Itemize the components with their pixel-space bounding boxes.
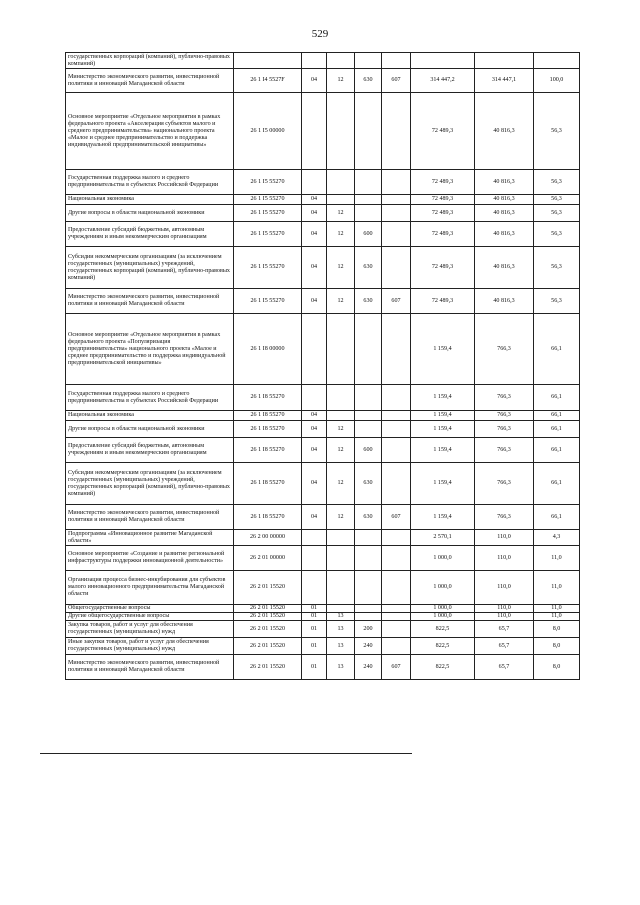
actual-amount-cell: 40 816,3 <box>475 247 534 289</box>
subsection-cell <box>327 170 355 195</box>
expense-type-cell <box>355 53 382 69</box>
department-code-cell <box>382 421 411 438</box>
section-cell <box>302 93 327 170</box>
expense-type-cell <box>355 195 382 205</box>
subsection-cell <box>327 571 355 605</box>
actual-amount-cell: 766,3 <box>475 314 534 385</box>
section-cell: 01 <box>302 621 327 638</box>
target-code-cell: 26 1 I8 55270 <box>234 463 302 505</box>
section-cell: 01 <box>302 638 327 655</box>
percent-cell: 56,3 <box>534 289 580 314</box>
percent-cell: 66,1 <box>534 385 580 411</box>
expense-type-cell: 240 <box>355 655 382 680</box>
table-row <box>66 463 580 505</box>
target-code-cell: 26 1 I8 55270 <box>234 438 302 463</box>
row-name-cell: Основное мероприятие «Отдельное мероприятия в рамках федерального проекта «Популяризация предпринимательства» национального проекта «Малое и среднее предпринимательство и поддержка индивидуальной предпринимательской инициативы» <box>66 314 234 385</box>
row-name-cell: Министерство экономического развития, инвестиционной политики и инноваций Магаданской области <box>66 289 234 314</box>
row-name-cell: Подпрограмма «Инновационное развитие Магаданской области» <box>66 530 234 546</box>
percent-cell: 11,0 <box>534 605 580 613</box>
section-cell: 01 <box>302 605 327 613</box>
percent-cell <box>534 53 580 69</box>
expense-type-cell <box>355 530 382 546</box>
expense-type-cell: 630 <box>355 69 382 93</box>
plan-amount-cell: 1 159,4 <box>411 385 475 411</box>
section-cell <box>302 53 327 69</box>
actual-amount-cell: 766,3 <box>475 505 534 530</box>
row-name-cell: Закупка товаров, работ и услуг для обеспечения государственных (муниципальных) нужд <box>66 621 234 638</box>
expense-type-cell <box>355 605 382 613</box>
actual-amount-cell: 65,7 <box>475 655 534 680</box>
plan-amount-cell: 1 159,4 <box>411 411 475 421</box>
plan-amount-cell: 72 489,3 <box>411 205 475 222</box>
table-row <box>66 571 580 605</box>
target-code-cell <box>234 53 302 69</box>
section-cell <box>302 530 327 546</box>
plan-amount-cell: 1 159,4 <box>411 314 475 385</box>
row-name-cell: Субсидии некоммерческим организациям (за исключением государственных (муниципальных) учреждений, государственных корпораций (компаний), публично-правовых компаний) <box>66 463 234 505</box>
page-number: 529 <box>311 28 329 40</box>
percent-cell: 66,1 <box>534 411 580 421</box>
subsection-cell: 13 <box>327 655 355 680</box>
expense-type-cell: 630 <box>355 505 382 530</box>
table-row <box>66 205 580 222</box>
percent-cell: 56,3 <box>534 93 580 170</box>
department-code-cell: 607 <box>382 655 411 680</box>
section-cell <box>302 571 327 605</box>
subsection-cell <box>327 53 355 69</box>
subsection-cell: 12 <box>327 289 355 314</box>
table-row <box>66 411 580 421</box>
subsection-cell <box>327 314 355 385</box>
target-code-cell: 26 1 I5 55270 <box>234 289 302 314</box>
expense-type-cell: 630 <box>355 463 382 505</box>
section-cell <box>302 170 327 195</box>
department-code-cell <box>382 546 411 571</box>
target-code-cell: 26 2 01 15520 <box>234 621 302 638</box>
section-cell: 04 <box>302 69 327 93</box>
department-code-cell <box>382 638 411 655</box>
plan-amount-cell: 1 159,4 <box>411 438 475 463</box>
target-code-cell: 26 1 I5 55270 <box>234 205 302 222</box>
table-row <box>66 505 580 530</box>
bottom-rule <box>40 753 412 754</box>
actual-amount-cell: 40 816,3 <box>475 222 534 247</box>
actual-amount-cell: 766,3 <box>475 385 534 411</box>
department-code-cell <box>382 314 411 385</box>
department-code-cell <box>382 530 411 546</box>
table-row <box>66 546 580 571</box>
department-code-cell: 607 <box>382 505 411 530</box>
actual-amount-cell: 766,3 <box>475 421 534 438</box>
section-cell: 04 <box>302 463 327 505</box>
department-code-cell <box>382 463 411 505</box>
department-code-cell <box>382 170 411 195</box>
subsection-cell <box>327 546 355 571</box>
expense-type-cell: 200 <box>355 621 382 638</box>
section-cell <box>302 385 327 411</box>
actual-amount-cell: 110,0 <box>475 530 534 546</box>
expense-type-cell <box>355 613 382 621</box>
percent-cell: 66,1 <box>534 421 580 438</box>
subsection-cell: 13 <box>327 621 355 638</box>
row-name-cell: Иные закупки товаров, работ и услуг для обеспечения государственных (муниципальных) нужд <box>66 638 234 655</box>
plan-amount-cell: 1 159,4 <box>411 505 475 530</box>
plan-amount-cell: 72 489,3 <box>411 170 475 195</box>
subsection-cell: 12 <box>327 222 355 247</box>
table-row <box>66 613 580 621</box>
department-code-cell <box>382 411 411 421</box>
target-code-cell: 26 1 I5 55270 <box>234 247 302 289</box>
department-code-cell <box>382 247 411 289</box>
subsection-cell <box>327 411 355 421</box>
table-row <box>66 69 580 93</box>
subsection-cell: 12 <box>327 438 355 463</box>
subsection-cell <box>327 195 355 205</box>
percent-cell: 100,0 <box>534 69 580 93</box>
target-code-cell: 26 2 01 15520 <box>234 605 302 613</box>
table-row <box>66 93 580 170</box>
actual-amount-cell: 110,0 <box>475 546 534 571</box>
plan-amount-cell: 1 000,0 <box>411 613 475 621</box>
subsection-cell: 12 <box>327 247 355 289</box>
actual-amount-cell: 65,7 <box>475 638 534 655</box>
target-code-cell: 26 1 I8 55270 <box>234 411 302 421</box>
table-row <box>66 53 580 69</box>
target-code-cell: 26 1 I5 55270 <box>234 195 302 205</box>
section-cell: 04 <box>302 205 327 222</box>
percent-cell: 56,3 <box>534 247 580 289</box>
table-row <box>66 438 580 463</box>
table-row <box>66 289 580 314</box>
table-row <box>66 655 580 680</box>
subsection-cell: 12 <box>327 69 355 93</box>
row-name-cell: Национальная экономика <box>66 411 234 421</box>
row-name-cell: Другие вопросы в области национальной экономики <box>66 205 234 222</box>
target-code-cell: 26 2 01 00000 <box>234 546 302 571</box>
plan-amount-cell: 822,5 <box>411 655 475 680</box>
table-row <box>66 530 580 546</box>
expense-type-cell <box>355 421 382 438</box>
target-code-cell: 26 2 00 00000 <box>234 530 302 546</box>
actual-amount-cell: 40 816,3 <box>475 170 534 195</box>
department-code-cell <box>382 53 411 69</box>
section-cell: 01 <box>302 655 327 680</box>
row-name-cell: Основное мероприятие «Создание и развитие региональной инфраструктуры поддержки инновационной деятельности» <box>66 546 234 571</box>
expense-type-cell <box>355 546 382 571</box>
target-code-cell: 26 1 I8 55270 <box>234 505 302 530</box>
plan-amount-cell: 1 000,0 <box>411 546 475 571</box>
expense-type-cell: 630 <box>355 247 382 289</box>
row-name-cell: Государственная поддержка малого и среднего предпринимательства в субъектах Российской Федерации <box>66 385 234 411</box>
actual-amount-cell: 110,0 <box>475 571 534 605</box>
expense-type-cell: 600 <box>355 438 382 463</box>
table-row <box>66 222 580 247</box>
actual-amount-cell: 766,3 <box>475 438 534 463</box>
table-row <box>66 314 580 385</box>
department-code-cell <box>382 93 411 170</box>
section-cell: 04 <box>302 289 327 314</box>
row-name-cell: Министерство экономического развития, инвестиционной политики и инноваций Магаданской области <box>66 655 234 680</box>
target-code-cell: 26 1 I8 55270 <box>234 421 302 438</box>
actual-amount-cell: 766,3 <box>475 411 534 421</box>
row-name-cell: Другие вопросы в области национальной экономики <box>66 421 234 438</box>
percent-cell: 56,3 <box>534 170 580 195</box>
percent-cell: 8,0 <box>534 621 580 638</box>
plan-amount-cell: 72 489,3 <box>411 195 475 205</box>
actual-amount-cell: 110,0 <box>475 613 534 621</box>
plan-amount-cell: 72 489,3 <box>411 247 475 289</box>
table-row <box>66 170 580 195</box>
department-code-cell <box>382 613 411 621</box>
actual-amount-cell <box>475 53 534 69</box>
percent-cell: 66,1 <box>534 505 580 530</box>
actual-amount-cell: 110,0 <box>475 605 534 613</box>
row-name-cell: Субсидии некоммерческим организациям (за исключением государственных (муниципальных) учреждений, государственных корпораций (компаний), публично-правовых компаний) <box>66 247 234 289</box>
subsection-cell: 13 <box>327 613 355 621</box>
row-name-cell: Организация процесса бизнес-инкубирования для субъектов малого инновационного предпринимательства Магаданской области <box>66 571 234 605</box>
table-row <box>66 621 580 638</box>
percent-cell: 11,0 <box>534 571 580 605</box>
actual-amount-cell: 65,7 <box>475 621 534 638</box>
section-cell: 04 <box>302 411 327 421</box>
section-cell <box>302 314 327 385</box>
row-name-cell: Министерство экономического развития, инвестиционной политики и инноваций Магаданской области <box>66 505 234 530</box>
percent-cell: 66,1 <box>534 438 580 463</box>
plan-amount-cell: 72 489,3 <box>411 289 475 314</box>
row-name-cell: Другие общегосударственные вопросы <box>66 613 234 621</box>
row-name-cell: государственных корпораций (компаний), публично-правовых компаний) <box>66 53 234 69</box>
plan-amount-cell: 1 159,4 <box>411 463 475 505</box>
table-row <box>66 421 580 438</box>
expense-type-cell <box>355 571 382 605</box>
plan-amount-cell: 1 159,4 <box>411 421 475 438</box>
subsection-cell <box>327 385 355 411</box>
budget-table-body <box>66 53 580 680</box>
plan-amount-cell: 72 489,3 <box>411 93 475 170</box>
row-name-cell: Министерство экономического развития, инвестиционной политики и инноваций Магаданской области <box>66 69 234 93</box>
target-code-cell: 26 2 01 15520 <box>234 571 302 605</box>
section-cell: 04 <box>302 438 327 463</box>
percent-cell: 11,0 <box>534 613 580 621</box>
plan-amount-cell <box>411 53 475 69</box>
department-code-cell: 607 <box>382 69 411 93</box>
section-cell <box>302 546 327 571</box>
row-name-cell: Государственная поддержка малого и среднего предпринимательства в субъектах Российской Федерации <box>66 170 234 195</box>
target-code-cell: 26 1 I8 00000 <box>234 314 302 385</box>
target-code-cell: 26 2 01 15520 <box>234 613 302 621</box>
percent-cell: 56,3 <box>534 205 580 222</box>
department-code-cell <box>382 571 411 605</box>
department-code-cell <box>382 438 411 463</box>
budget-table <box>65 52 580 680</box>
plan-amount-cell: 2 570,1 <box>411 530 475 546</box>
subsection-cell <box>327 530 355 546</box>
actual-amount-cell: 40 816,3 <box>475 93 534 170</box>
target-code-cell: 26 2 01 15520 <box>234 655 302 680</box>
section-cell: 04 <box>302 505 327 530</box>
row-name-cell: Общегосударственные вопросы <box>66 605 234 613</box>
plan-amount-cell: 1 000,0 <box>411 605 475 613</box>
target-code-cell: 26 1 I5 55270 <box>234 222 302 247</box>
expense-type-cell <box>355 314 382 385</box>
row-name-cell: Предоставление субсидий бюджетным, автономным учреждениям и иным некоммерческим организациям <box>66 222 234 247</box>
department-code-cell <box>382 222 411 247</box>
section-cell: 01 <box>302 613 327 621</box>
expense-type-cell <box>355 170 382 195</box>
actual-amount-cell: 40 816,3 <box>475 195 534 205</box>
actual-amount-cell: 40 816,3 <box>475 205 534 222</box>
subsection-cell: 13 <box>327 638 355 655</box>
expense-type-cell <box>355 93 382 170</box>
table-row <box>66 385 580 411</box>
plan-amount-cell: 314 447,2 <box>411 69 475 93</box>
expense-type-cell: 630 <box>355 289 382 314</box>
percent-cell: 8,0 <box>534 638 580 655</box>
plan-amount-cell: 822,5 <box>411 638 475 655</box>
department-code-cell <box>382 195 411 205</box>
plan-amount-cell: 72 489,3 <box>411 222 475 247</box>
percent-cell: 66,1 <box>534 463 580 505</box>
table-row <box>66 195 580 205</box>
expense-type-cell <box>355 205 382 222</box>
section-cell: 04 <box>302 222 327 247</box>
subsection-cell <box>327 93 355 170</box>
expense-type-cell <box>355 385 382 411</box>
target-code-cell: 26 1 I8 55270 <box>234 385 302 411</box>
actual-amount-cell: 40 816,3 <box>475 289 534 314</box>
section-cell: 04 <box>302 195 327 205</box>
table-row <box>66 605 580 613</box>
target-code-cell: 26 1 I4 5527F <box>234 69 302 93</box>
subsection-cell: 12 <box>327 205 355 222</box>
target-code-cell: 26 1 I5 55270 <box>234 170 302 195</box>
row-name-cell: Основное мероприятие «Отдельное мероприятия в рамках федерального проекта «Акселерация субъектов малого и среднего предпринимательства» национального проекта «Малое и среднее предпринимательство и поддержка индивидуальной предпринимательской инициативы» <box>66 93 234 170</box>
department-code-cell <box>382 621 411 638</box>
plan-amount-cell: 1 000,0 <box>411 571 475 605</box>
department-code-cell <box>382 205 411 222</box>
expense-type-cell: 600 <box>355 222 382 247</box>
percent-cell: 56,3 <box>534 195 580 205</box>
actual-amount-cell: 314 447,1 <box>475 69 534 93</box>
percent-cell: 4,3 <box>534 530 580 546</box>
expense-type-cell: 240 <box>355 638 382 655</box>
percent-cell: 56,3 <box>534 222 580 247</box>
plan-amount-cell: 822,5 <box>411 621 475 638</box>
table-row <box>66 247 580 289</box>
percent-cell: 11,0 <box>534 546 580 571</box>
department-code-cell <box>382 385 411 411</box>
row-name-cell: Национальная экономика <box>66 195 234 205</box>
subsection-cell: 12 <box>327 463 355 505</box>
target-code-cell: 26 2 01 15520 <box>234 638 302 655</box>
target-code-cell: 26 1 I5 00000 <box>234 93 302 170</box>
section-cell: 04 <box>302 247 327 289</box>
row-name-cell: Предоставление субсидий бюджетным, автономным учреждениям и иным некоммерческим организациям <box>66 438 234 463</box>
percent-cell: 8,0 <box>534 655 580 680</box>
section-cell: 04 <box>302 421 327 438</box>
expense-type-cell <box>355 411 382 421</box>
department-code-cell <box>382 605 411 613</box>
subsection-cell: 12 <box>327 505 355 530</box>
subsection-cell: 12 <box>327 421 355 438</box>
subsection-cell <box>327 605 355 613</box>
department-code-cell: 607 <box>382 289 411 314</box>
actual-amount-cell: 766,3 <box>475 463 534 505</box>
percent-cell: 66,1 <box>534 314 580 385</box>
table-row <box>66 638 580 655</box>
